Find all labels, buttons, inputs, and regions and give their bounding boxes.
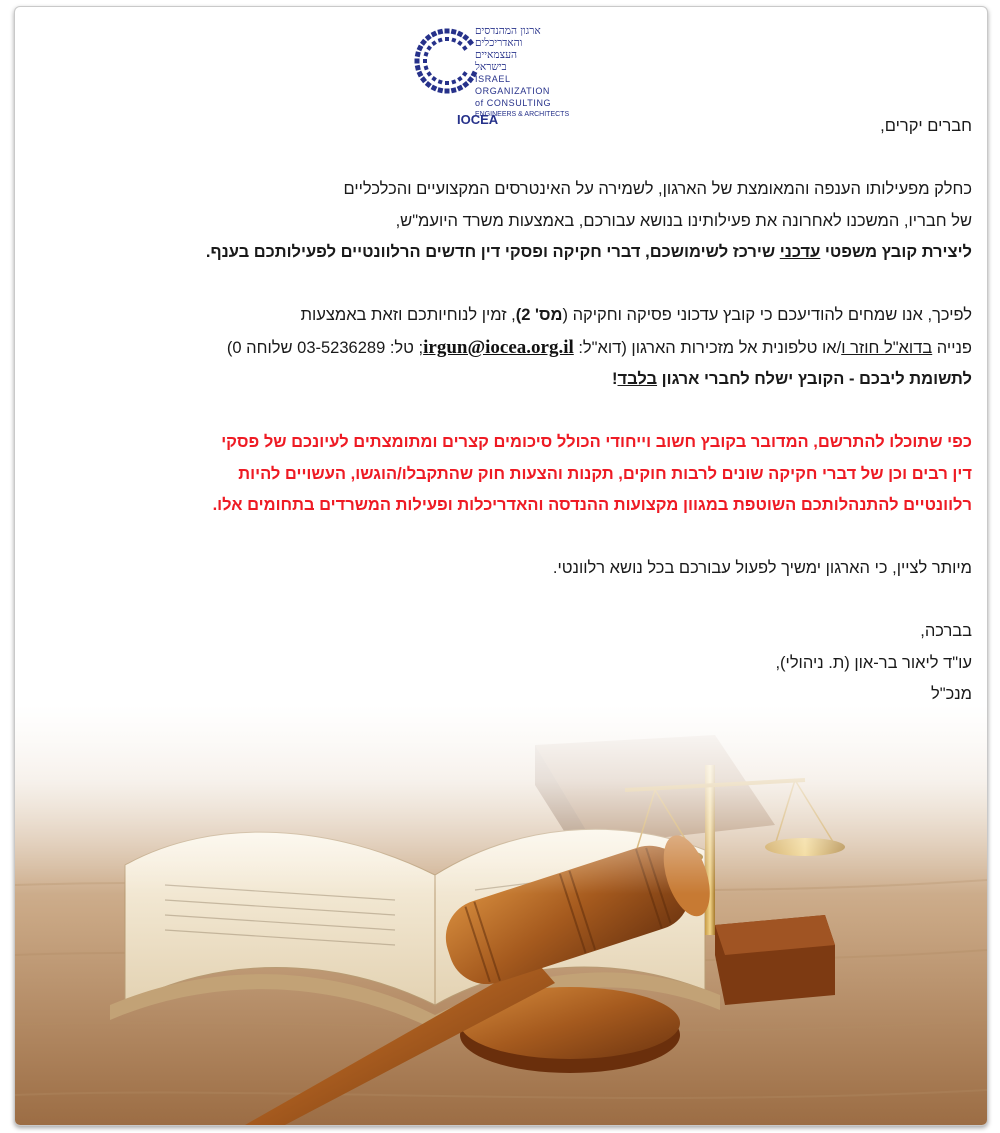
logo-hebrew-line-3: העצמאיים [475, 49, 518, 61]
p1-line1: כחלק מפעילותו הענפה והמאומצת של הארגון, לשמירה על האינטרסים המקצועיים והכלכליים [343, 180, 972, 198]
law-scene-image [15, 705, 987, 1125]
logo-english-line-2: ORGANIZATION [475, 86, 551, 96]
p2-line1: לפיכך, אנו שמחים להודיעכם כי קובץ עדכוני פסיקה וחקיקה (מס' 2), זמין לנוחיותכם וזאת באמצעות [300, 306, 972, 324]
gavel-book-scales-illustration [15, 705, 987, 1125]
letter-frame [14, 6, 988, 1126]
p3-line1: כפי שתוכלו להתרשם, המדובר בקובץ חשוב וייחודי הכולל סיכומים קצרים ומתומצתים לעיונכם של פסקי [221, 433, 972, 451]
logo-english-line-3: of CONSULTING [475, 98, 552, 108]
p1-line3: ליצירת קובץ משפטי עדכני שירכז לשימושכם, דברי חקיקה ופסקי דין חדשים הרלוונטיים לפעילותכם בענף. [205, 243, 972, 261]
email-link[interactable]: irgun@iocea.org.il [423, 336, 574, 358]
letter-body [35, 111, 972, 711]
file-number: מס' 2) [515, 306, 563, 324]
reply-email-text: בדוא"ל חוזר ו [841, 338, 933, 357]
p3-line3: רלוונטיים להתנהלותכם השוטפת במגוון מקצועות ההנדסה והאדריכלות ופעילות המשרדים בתחומים אלו. [212, 496, 972, 514]
logo-hebrew-line-4: בישראל [475, 61, 507, 73]
members-only: בלבד [617, 370, 658, 388]
p3-line2: דין רבים וכן של דברי חקיקה שונים לרבות חוקים, תקנות והצעות חוק שהתקבלו/הוגשו, העשויים להיות [238, 464, 972, 483]
closing-regards: בברכה, [920, 622, 972, 640]
logo-hebrew-line-2: והאדריכלים [475, 37, 523, 49]
p1-line2: של חבריו, המשכנו לאחרונה את פעילותינו בנושא עבורכם, באמצעות משרד היועמ"ש, [395, 211, 972, 230]
logo-english-line-1: ISRAEL [475, 74, 511, 84]
p4: מיותר לציין, כי הארגון ימשיך לפעול עבורכם בכל נושא רלוונטי. [552, 559, 972, 577]
logo-brand: IOCEA [457, 112, 499, 127]
signature-name: עו"ד ליאור בר-און (ת. ניהולי), [775, 653, 972, 672]
signature-title: מנכ"ל [930, 685, 972, 703]
logo-hebrew-line-1: ארגון המהנדסים [475, 25, 541, 37]
underlined-updated: עדכני [779, 243, 821, 261]
logo-text [475, 25, 593, 121]
greeting: חברים יקרים, [880, 117, 972, 135]
logo-english-line-4: ENGINEERS & ARCHITECTS [475, 111, 570, 118]
p2-line2: פנייה בדוא"ל חוזר ו/או טלפונית אל מזכירות הארגון (דוא"ל: irgun@iocea.org.il; טל: 03-5236289 שלוחה 0) [226, 336, 972, 358]
p2-line3: לתשומת ליבכם - הקובץ ישלח לחברי ארגון בלבד! [612, 370, 972, 388]
logo-ring-icon [413, 19, 483, 109]
